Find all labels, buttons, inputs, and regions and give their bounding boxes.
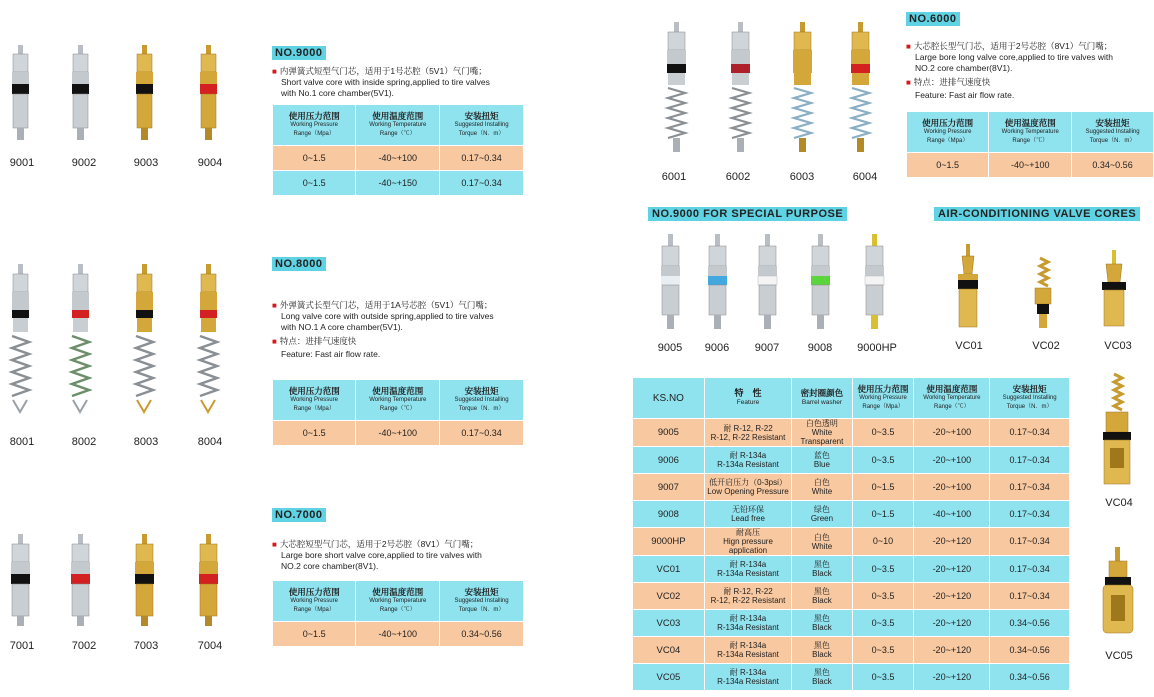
cell-temperature: -20~+100 xyxy=(914,474,990,501)
code-9002: 9002 xyxy=(71,157,97,169)
cell-seal-color-line: 黑色 xyxy=(813,641,830,650)
code-9008: 9008 xyxy=(807,342,833,354)
cell-feature xyxy=(704,637,791,664)
desc-6000-en1: Large bore long valve core,applied to tire valves with xyxy=(915,52,1113,62)
spec-table-9000 xyxy=(272,104,524,196)
cell-seal-color xyxy=(792,610,852,637)
cell-pressure: 0~3.5 xyxy=(852,419,914,447)
cell-seal-color-line: White xyxy=(811,541,833,551)
th-temperature-en: Working Temperature xyxy=(369,597,427,604)
cell-feature-line: R-134a Resistant xyxy=(717,569,779,578)
cell-temperature: -40~+150 xyxy=(356,171,440,196)
table-row xyxy=(273,146,524,171)
cell-torque: 0.17~0.34 xyxy=(990,583,1070,610)
cell-temperature: -40~+100 xyxy=(914,501,990,528)
cell-feature-line: 耐 R-134a xyxy=(729,668,767,677)
cell-feature-line: Lead free xyxy=(731,514,765,523)
cell-feature-line: R-134a Resistant xyxy=(717,650,779,659)
cell-pressure: 0~3.5 xyxy=(852,447,914,474)
cell-ks-no: 9008 xyxy=(633,501,705,528)
code-9005: 9005 xyxy=(657,342,683,354)
cell-seal-color-line: 黑色 xyxy=(813,587,830,596)
cell-ks-no: 9005 xyxy=(633,419,705,447)
valve-core-vc01-image xyxy=(958,244,978,327)
valve-core-9005-image xyxy=(661,234,680,329)
valve-core-images-special xyxy=(645,230,895,340)
th-temperature-unit: Range（℃） xyxy=(379,405,416,412)
table-row xyxy=(633,556,1070,583)
cell-feature-line: 低开启压力（0-3psi） xyxy=(709,478,787,487)
desc-7000 xyxy=(272,539,562,572)
desc-8000 xyxy=(272,300,562,360)
table-row xyxy=(633,419,1070,447)
cell-pressure: 0~1.5 xyxy=(907,153,989,178)
cell-temperature: -20~+120 xyxy=(914,528,990,556)
th-feature: 特 性 xyxy=(734,388,762,398)
bullet-icon: ■ xyxy=(906,78,911,87)
heading-7000: NO.7000 xyxy=(272,508,326,522)
code-9007: 9007 xyxy=(754,342,780,354)
th-temperature: 使用温度范围 xyxy=(372,586,424,597)
ac-valve-core-images xyxy=(940,240,1150,340)
cell-ks-no: VC05 xyxy=(633,664,705,691)
cell-pressure: 0~1.5 xyxy=(852,501,914,528)
cell-seal-color-line: Black xyxy=(812,677,832,686)
code-7004: 7004 xyxy=(197,640,223,652)
cell-pressure: 0~1.5 xyxy=(273,622,356,647)
cell-seal-color-line: 黑色 xyxy=(813,560,830,569)
cell-ks-no: VC02 xyxy=(633,583,705,610)
th-temperature: 使用温度范围 xyxy=(1004,117,1056,128)
cell-feature xyxy=(704,610,791,637)
valve-core-images-7000 xyxy=(0,532,240,632)
desc-8000-cn: 外弹簧式长型气门芯，适用于1A号芯腔（5V1）气门嘴； xyxy=(279,300,493,310)
th-pressure: 使用压力范围 xyxy=(288,586,340,597)
cell-torque: 0.17~0.34 xyxy=(440,421,524,446)
th-feature-en: Feature xyxy=(736,399,760,406)
cell-torque: 0.34~0.56 xyxy=(990,610,1070,637)
th-torque-unit: Torque（N．m） xyxy=(458,405,505,412)
heading-special-purpose: NO.9000 FOR SPECIAL PURPOSE xyxy=(648,207,847,221)
th-pressure-unit: Range（Mpa） xyxy=(293,130,335,137)
cell-seal-color-line: Blue xyxy=(813,460,830,469)
th-torque: 安装扭矩 xyxy=(464,586,499,597)
valve-core-9004-image xyxy=(200,45,217,140)
cell-seal-color xyxy=(792,637,852,664)
cell-feature-line: 耐 R-12, R-22 xyxy=(723,587,773,596)
cell-pressure: 0~3.5 xyxy=(852,664,914,691)
th-torque-en: Suggested Installing xyxy=(454,597,509,604)
valve-core-6003-image xyxy=(793,22,812,152)
th-torque-en: Suggested Installing xyxy=(1085,128,1140,135)
th-pressure-unit: Range（Mpa） xyxy=(862,403,904,410)
cell-torque: 0.34~0.56 xyxy=(990,637,1070,664)
cell-temperature: -20~+100 xyxy=(914,447,990,474)
cell-seal-color xyxy=(792,419,852,447)
valve-core-9002-image xyxy=(72,45,89,140)
cell-seal-color-line: 黑色 xyxy=(813,614,830,623)
th-pressure: 使用压力范围 xyxy=(288,385,340,396)
th-temperature: 使用温度范围 xyxy=(926,383,978,394)
heading-6000: NO.6000 xyxy=(906,12,960,26)
cell-torque: 0.34~0.56 xyxy=(440,622,524,647)
th-pressure-unit: Range（Mpa） xyxy=(927,137,969,144)
valve-core-images-6000 xyxy=(640,18,900,163)
code-9001: 9001 xyxy=(9,157,35,169)
table-row xyxy=(633,637,1070,664)
table-row xyxy=(633,664,1070,691)
table-row xyxy=(907,153,1154,178)
code-9006: 9006 xyxy=(704,342,730,354)
special-table-body xyxy=(633,419,1070,691)
valve-core-9007-image xyxy=(758,234,777,329)
code-7002: 7002 xyxy=(71,640,97,652)
cell-torque: 0.17~0.34 xyxy=(440,171,524,196)
table-row xyxy=(273,622,524,647)
cell-temperature: -20~+120 xyxy=(914,664,990,691)
code-6003: 6003 xyxy=(789,171,815,183)
cell-feature-line: 耐 R-134a xyxy=(729,560,767,569)
cell-pressure: 0~3.5 xyxy=(852,583,914,610)
cell-feature-line: 无铅环保 xyxy=(732,505,764,514)
valve-core-vc02-image xyxy=(1035,258,1051,328)
cell-pressure: 0~3.5 xyxy=(852,610,914,637)
bullet-icon: ■ xyxy=(272,337,277,346)
th-temperature-en: Working Temperature xyxy=(369,396,427,403)
cell-feature xyxy=(704,419,791,447)
cell-seal-color-line: Black xyxy=(812,596,832,605)
cell-seal-color-line: 黑色 xyxy=(813,668,830,677)
cell-seal-color-line: 白色 xyxy=(813,478,830,487)
desc-9000-cn: 内弹簧式短型气门芯，适用于1号芯腔（5V1）气门嘴； xyxy=(279,66,487,76)
cell-seal-color-line: White Transparent xyxy=(800,428,844,446)
cell-feature xyxy=(704,556,791,583)
cell-pressure: 0~10 xyxy=(852,528,914,556)
cell-feature xyxy=(704,447,791,474)
cell-pressure: 0~1.5 xyxy=(273,146,356,171)
valve-core-6002-image xyxy=(731,22,750,152)
th-temperature-unit: Range（℃） xyxy=(379,130,416,137)
th-pressure: 使用压力范围 xyxy=(857,383,909,394)
cell-seal-color xyxy=(792,664,852,691)
th-temperature: 使用温度范围 xyxy=(372,110,424,121)
code-vc02: VC02 xyxy=(1032,340,1060,352)
cell-temperature: -20~+120 xyxy=(914,556,990,583)
cell-temperature: -20~+120 xyxy=(914,583,990,610)
desc-6000 xyxy=(906,41,1151,101)
cell-feature xyxy=(704,474,791,501)
valve-core-9008-image xyxy=(811,234,830,329)
code-8003: 8003 xyxy=(133,436,159,448)
cell-feature xyxy=(704,528,791,556)
desc-9000 xyxy=(272,66,562,99)
heading-air-conditioning: AIR-CONDITIONING VALVE CORES xyxy=(934,207,1140,221)
th-torque: 安装扭矩 xyxy=(464,110,499,121)
cell-temperature: -40~+100 xyxy=(356,146,440,171)
code-8002: 8002 xyxy=(71,436,97,448)
cell-ks-no: 9007 xyxy=(633,474,705,501)
cell-seal-color-line: 绿色 xyxy=(813,505,830,514)
code-8004: 8004 xyxy=(197,436,223,448)
cell-temperature: -20~+120 xyxy=(914,610,990,637)
valve-core-8002-image xyxy=(72,264,89,412)
cell-torque: 0.34~0.56 xyxy=(990,664,1070,691)
th-temperature: 使用温度范围 xyxy=(372,385,424,396)
cell-seal-color xyxy=(792,528,852,556)
th-pressure: 使用压力范围 xyxy=(922,117,974,128)
code-8001: 8001 xyxy=(9,436,35,448)
desc-8000-en2: with NO.1 A core chamber(5V1). xyxy=(281,322,403,332)
th-temperature-en: Working Temperature xyxy=(369,121,427,128)
cell-torque: 0.17~0.34 xyxy=(990,528,1070,556)
valve-core-9000hp-image xyxy=(865,234,884,329)
cell-feature-line: R-134a Resistant xyxy=(717,677,779,686)
code-6001: 6001 xyxy=(661,171,687,183)
cell-seal-color-line: Black xyxy=(812,623,832,632)
code-7001: 7001 xyxy=(9,640,35,652)
spec-table-6000 xyxy=(906,111,1154,178)
desc-7000-en2: NO.2 core chamber(8V1). xyxy=(281,561,379,571)
desc-7000-en1: Large bore short valve core,applied to tire valves with xyxy=(281,550,482,560)
cell-feature xyxy=(704,583,791,610)
cell-ks-no: 9006 xyxy=(633,447,705,474)
valve-core-9001-image xyxy=(12,45,29,140)
cell-pressure: 0~3.5 xyxy=(852,637,914,664)
cell-feature-line: R-134a Resistant xyxy=(717,460,779,469)
cell-pressure: 0~1.5 xyxy=(273,171,356,196)
th-pressure-en: Working Pressure xyxy=(923,128,972,135)
bullet-icon: ■ xyxy=(272,301,277,310)
heading-8000: NO.8000 xyxy=(272,257,326,271)
desc-9000-en2: with No.1 core chamber(5V1). xyxy=(281,88,394,98)
cell-torque: 0.17~0.34 xyxy=(990,556,1070,583)
cell-temperature: -20~+120 xyxy=(914,637,990,664)
th-torque-unit: Torque（N．m） xyxy=(1089,137,1136,144)
table-row xyxy=(633,583,1070,610)
cell-seal-color xyxy=(792,583,852,610)
cell-temperature: -40~+100 xyxy=(356,421,440,446)
table-row xyxy=(633,447,1070,474)
desc-8000-en1: Long valve core with outside spring,applied to tire valves xyxy=(281,311,494,321)
th-torque: 安装扭矩 xyxy=(1012,383,1047,394)
code-6004: 6004 xyxy=(852,171,878,183)
cell-seal-color xyxy=(792,501,852,528)
th-seal-color-en: Barrel washer xyxy=(801,399,842,406)
cell-seal-color xyxy=(792,474,852,501)
heading-9000: NO.9000 xyxy=(272,46,326,60)
th-pressure-en: Working Pressure xyxy=(290,597,338,604)
code-vc04: VC04 xyxy=(1105,497,1133,509)
cell-seal-color xyxy=(792,447,852,474)
table-row xyxy=(633,610,1070,637)
valve-core-vc04-image xyxy=(1090,372,1140,492)
cell-torque: 0.17~0.34 xyxy=(440,146,524,171)
bullet-icon: ■ xyxy=(272,67,277,76)
th-torque-en: Suggested Installing xyxy=(454,121,509,128)
spec-table-7000 xyxy=(272,580,524,647)
cell-seal-color-line: Green xyxy=(810,514,834,523)
th-torque-unit: Torque（N．m） xyxy=(458,606,505,613)
code-vc03: VC03 xyxy=(1104,340,1132,352)
code-6002: 6002 xyxy=(725,171,751,183)
cell-feature-line: 耐 R-12, R-22 xyxy=(723,423,773,433)
valve-core-6001-image xyxy=(667,22,686,152)
th-pressure-en: Working Pressure xyxy=(290,121,338,128)
cell-feature-line: Hign pressure application xyxy=(723,537,773,555)
cell-feature xyxy=(704,664,791,691)
cell-feature-line: 耐高压 xyxy=(736,528,760,537)
feature-6000-en: Feature: Fast air flow rate. xyxy=(915,90,1015,100)
valve-core-9006-image xyxy=(708,234,727,329)
bullet-icon: ■ xyxy=(272,540,277,549)
cell-feature-line: Low Opening Pressure xyxy=(707,487,789,496)
cell-ks-no: VC01 xyxy=(633,556,705,583)
code-9000hp: 9000HP xyxy=(857,342,897,354)
valve-core-vc05-image xyxy=(1093,545,1143,640)
spec-table-8000 xyxy=(272,379,524,446)
th-torque: 安装扭矩 xyxy=(464,385,499,396)
cell-feature-line: 耐 R-134a xyxy=(729,451,767,460)
cell-feature-line: 耐 R-134a xyxy=(729,641,767,650)
cell-feature-line: R-12, R-22 Resistant xyxy=(710,596,786,605)
valve-core-vc03-image xyxy=(1102,250,1126,326)
th-pressure-unit: Range（Mpa） xyxy=(293,606,335,613)
desc-6000-cn: 大芯腔长型气门芯，适用于2号芯腔（8V1）气门嘴； xyxy=(913,41,1113,51)
cell-seal-color-line: 白色 xyxy=(813,532,830,542)
th-pressure: 使用压力范围 xyxy=(288,110,340,121)
cell-ks-no: VC03 xyxy=(633,610,705,637)
table-row xyxy=(273,421,524,446)
table-row xyxy=(273,171,524,196)
valve-core-images-8000 xyxy=(0,262,240,427)
table-row xyxy=(633,501,1070,528)
valve-core-6004-image xyxy=(851,22,870,152)
th-torque: 安装扭矩 xyxy=(1095,117,1130,128)
cell-feature xyxy=(704,501,791,528)
th-temperature-unit: Range（℃） xyxy=(379,606,416,613)
code-vc01: VC01 xyxy=(955,340,983,352)
th-temperature-unit: Range（℃） xyxy=(1012,137,1049,144)
feature-6000-cn: 特点：进排气速度快 xyxy=(913,77,991,87)
cell-pressure: 0~1.5 xyxy=(852,474,914,501)
code-9004: 9004 xyxy=(197,157,223,169)
th-temperature-unit: Range（℃） xyxy=(933,403,970,410)
th-pressure-en: Working Pressure xyxy=(290,396,338,403)
cell-temperature: -40~+100 xyxy=(356,622,440,647)
th-torque-en: Suggested Installing xyxy=(1002,394,1057,401)
special-purpose-spec-table xyxy=(632,377,1070,691)
cell-feature-line: R-12, R-22 Resistant xyxy=(710,432,786,442)
valve-core-8003-image xyxy=(136,264,153,412)
code-7003: 7003 xyxy=(133,640,159,652)
cell-seal-color-line: Black xyxy=(812,569,832,578)
cell-seal-color-line: 白色透明 xyxy=(805,419,838,428)
th-temperature-en: Working Temperature xyxy=(1001,128,1059,135)
th-ks-no: KS.NO xyxy=(633,378,705,419)
desc-7000-cn: 大芯腔短型气门芯，适用于2号芯腔（8V1）气门嘴； xyxy=(279,539,479,549)
table-row xyxy=(633,528,1070,556)
valve-core-7004-image xyxy=(199,534,218,626)
cell-seal-color-line: 蓝色 xyxy=(813,451,830,460)
valve-core-8004-image xyxy=(200,264,217,412)
valve-core-9003-image xyxy=(136,45,153,140)
desc-9000-en1: Short valve core with inside spring,applied to tire valves xyxy=(281,77,490,87)
cell-torque: 0.17~0.34 xyxy=(990,419,1070,447)
code-vc05: VC05 xyxy=(1105,650,1133,662)
th-pressure-unit: Range（Mpa） xyxy=(293,405,335,412)
cell-torque: 0.17~0.34 xyxy=(990,474,1070,501)
bullet-icon: ■ xyxy=(906,42,911,51)
cell-temperature: -40~+100 xyxy=(989,153,1072,178)
valve-core-8001-image xyxy=(12,264,29,412)
cell-pressure: 0~1.5 xyxy=(273,421,356,446)
th-torque-en: Suggested Installing xyxy=(454,396,509,403)
cell-torque: 0.17~0.34 xyxy=(990,501,1070,528)
th-temperature-en: Working Temperature xyxy=(923,394,981,401)
cell-seal-color-line: White xyxy=(811,487,833,496)
valve-core-7002-image xyxy=(71,534,90,626)
valve-core-7001-image xyxy=(11,534,30,626)
code-9003: 9003 xyxy=(133,157,159,169)
cell-seal-color-line: Black xyxy=(812,650,832,659)
th-torque-unit: Torque（N．m） xyxy=(1006,403,1053,410)
valve-core-7003-image xyxy=(135,534,154,626)
cell-seal-color xyxy=(792,556,852,583)
cell-feature-line: 耐 R-134a xyxy=(729,614,767,623)
cell-feature-line: R-134a Resistant xyxy=(717,623,779,632)
valve-core-images-9000 xyxy=(0,40,240,150)
th-seal-color: 密封圈颜色 xyxy=(800,388,844,398)
cell-torque: 0.17~0.34 xyxy=(990,447,1070,474)
feature-8000-cn: 特点：进排气速度快 xyxy=(279,336,357,346)
cell-torque: 0.34~0.56 xyxy=(1072,153,1154,178)
cell-pressure: 0~3.5 xyxy=(852,556,914,583)
th-torque-unit: Torque（N．m） xyxy=(458,130,505,137)
desc-6000-en2: NO.2 core chamber(8V1). xyxy=(915,63,1013,73)
th-pressure-en: Working Pressure xyxy=(859,394,907,401)
feature-8000-en: Feature: Fast air flow rate. xyxy=(281,349,381,359)
cell-temperature: -20~+100 xyxy=(914,419,990,447)
cell-ks-no: 9000HP xyxy=(633,528,705,556)
cell-ks-no: VC04 xyxy=(633,637,705,664)
table-row xyxy=(633,474,1070,501)
